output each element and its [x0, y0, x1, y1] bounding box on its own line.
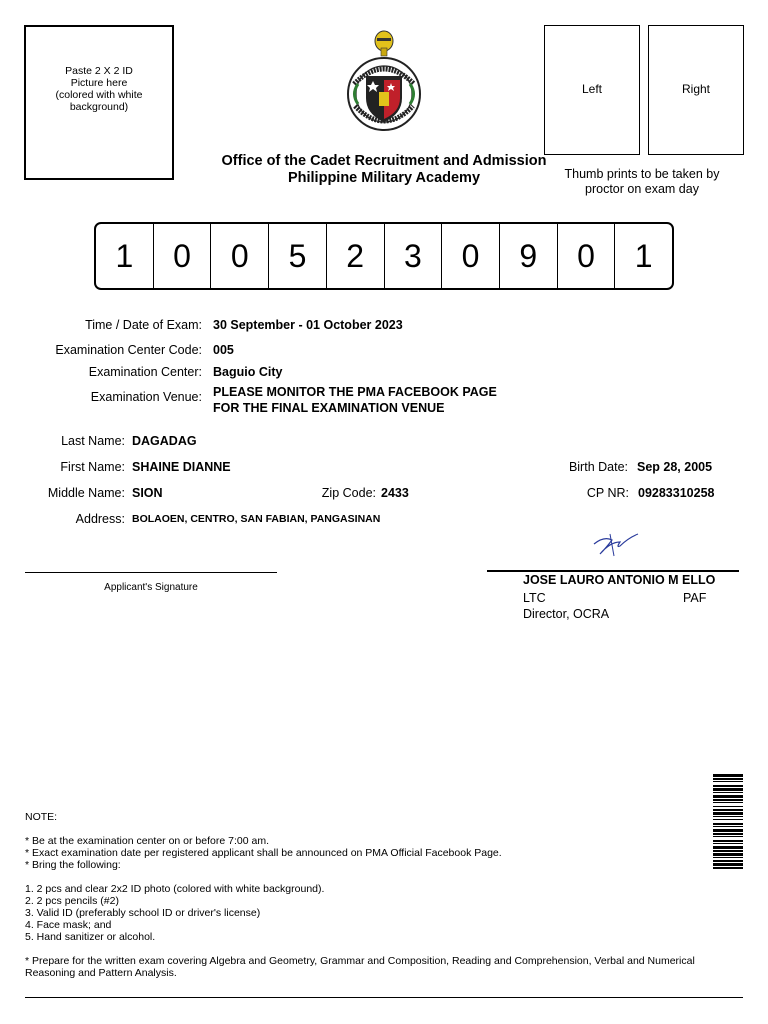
exam-center-label: Examination Center: [88, 365, 202, 379]
middle-name-label: Middle Name: [47, 486, 125, 500]
applicant-signature-line [25, 572, 277, 573]
director-signature-line [487, 570, 739, 572]
left-thumb-label: Left [581, 82, 602, 96]
office-title: Office of the Cadet Recruitment and Admission [221, 153, 547, 169]
director-rank: LTC [523, 591, 546, 605]
exam-date-value: 30 September - 01 October 2023 [213, 318, 403, 332]
right-thumb-label: Right [681, 82, 710, 96]
exam-date-label: Time / Date of Exam: [85, 318, 202, 332]
note-list-item: 1. 2 pcs and clear 2x2 ID photo (colored with white background). [25, 883, 325, 895]
left-thumb-box [544, 25, 640, 155]
exam-venue-value: PLEASE MONITOR THE PMA FACEBOOK PAGE FOR THE FINAL EXAMINATION VENUE [213, 385, 497, 415]
number-digit: 0 [441, 224, 499, 288]
note-bullet: * Exact examination date per registered applicant shall be announced on PMA Official Facebook Page. [25, 847, 502, 859]
exam-notes [25, 811, 715, 979]
applicant-signature-label: Applicant's Signature [104, 582, 198, 593]
number-digit: 0 [210, 224, 268, 288]
photo-instructions: Paste 2 X 2 ID Picture here (colored with white background) [55, 64, 143, 113]
note-bullet: * Bring the following: [25, 859, 121, 871]
director-name: JOSE LAURO ANTONIO M ELLO [523, 573, 716, 587]
photo-paste-box [24, 25, 174, 180]
number-digit: 0 [557, 224, 615, 288]
birth-date-value: Sep 28, 2005 [637, 460, 713, 474]
address-label: Address: [75, 512, 125, 526]
academy-title: Philippine Military Academy [287, 170, 481, 186]
bottom-rule [25, 997, 743, 998]
note-list-item: 2. 2 pcs pencils (#2) [25, 895, 119, 907]
first-name-label: First Name: [60, 460, 125, 474]
note-prepare: * Prepare for the written exam covering Algebra and Geometry, Grammar and Composition, Reading and Comprehension, Verbal and Numerical Reasoning and Pattern Analysis. [25, 955, 695, 979]
center-code-value: 005 [213, 343, 234, 357]
cp-number-label: CP NR: [586, 486, 629, 500]
barcode [713, 774, 743, 968]
birth-date-label: Birth Date: [568, 460, 628, 474]
number-digit: 2 [326, 224, 384, 288]
center-code-label: Examination Center Code: [55, 343, 202, 357]
zip-code-value: 2433 [381, 486, 409, 500]
note-list-item: 4. Face mask; and [25, 919, 112, 931]
note-list-item: 3. Valid ID (preferably school ID or driver's license) [25, 907, 261, 919]
director-branch: PAF [683, 591, 707, 605]
number-digit: 9 [499, 224, 557, 288]
number-digit: 5 [268, 224, 326, 288]
note-heading: NOTE: [25, 811, 58, 823]
first-name-value: SHAINE DIANNE [132, 460, 231, 474]
middle-name-value: SION [132, 486, 163, 500]
exam-center-value: Baguio City [213, 365, 283, 379]
note-bullet: * Be at the examination center on or before 7:00 am. [25, 835, 269, 847]
applicant-number-boxes [94, 222, 674, 290]
note-list-item: 5. Hand sanitizer or alcohol. [25, 931, 156, 943]
pma-seal-logo [343, 28, 425, 132]
address-value: BOLAOEN, CENTRO, SAN FABIAN, PANGASINAN [132, 513, 381, 525]
last-name-value: DAGADAG [132, 434, 197, 448]
number-digit: 1 [115, 237, 134, 274]
number-digit: 0 [153, 224, 211, 288]
thumb-print-note: Thumb prints to be taken by proctor on exam day [564, 167, 720, 196]
document-header [200, 153, 568, 187]
right-thumb-box [648, 25, 744, 155]
zip-code-label: Zip Code: [321, 486, 376, 500]
director-signature-scribble [590, 530, 642, 560]
cp-number-value: 09283310258 [638, 486, 715, 500]
director-title: Director, OCRA [523, 607, 610, 621]
number-digit: 1 [614, 224, 672, 288]
exam-venue-label: Examination Venue: [90, 390, 202, 404]
number-digit: 3 [384, 224, 442, 288]
last-name-label: Last Name: [61, 434, 125, 448]
